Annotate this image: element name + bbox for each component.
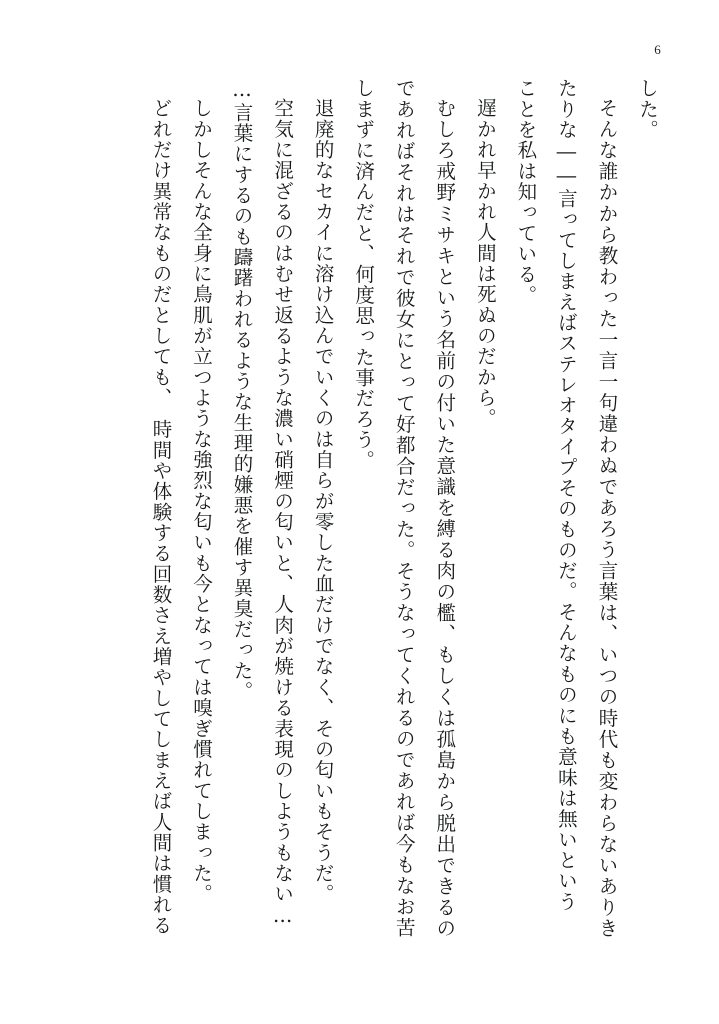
paragraph: 空気に混ざるのはむせ返るような濃い硝煙の匂いと、人肉が焼ける表現のしようもない…: [271, 97, 295, 928]
page-number: 6: [654, 42, 661, 57]
paragraph: しかしそんな全身に鳥肌が立つような強烈な匂いも今となっては嗅ぎ慣れてしまった。: [189, 97, 213, 904]
paragraph: 退廃的なセカイに溶け込んでいくのは自らが零した血だけでなく、その匂いもそうだ。: [311, 97, 335, 904]
paragraph: どれだけ異常なものだとしても、 時間や体験する回数さえ増やしてしまえば人間は慣れる: [149, 97, 173, 936]
paragraph: 遅かれ早かれ人間は死ぬのだから。: [473, 97, 497, 429]
paragraph: ことを私は知っている。: [514, 78, 538, 306]
paragraph: した。: [636, 78, 659, 141]
vertical-body-text: [67, 78, 667, 938]
paragraph: むしろ戒野ミサキという名前の付いた意識を縛る肉の檻、もしくは孤島から脱出できるのであればそれはそれで彼女にとって好都合だった。そうなってくれるのであれば今もなお苦しまずに済んだと、何度思った事だろう。: [352, 78, 457, 938]
paragraph: …言葉にするのも躊躇われるような生理的嫌悪を催す異臭だった。: [230, 78, 254, 702]
paragraph: そんな誰かから教わった一言一句違わぬであろう言葉は、いつの時代も変わらないありきたりな――言ってしまえばステレオタイプそのものだ。そんなものにも意味は無いという: [554, 78, 619, 938]
